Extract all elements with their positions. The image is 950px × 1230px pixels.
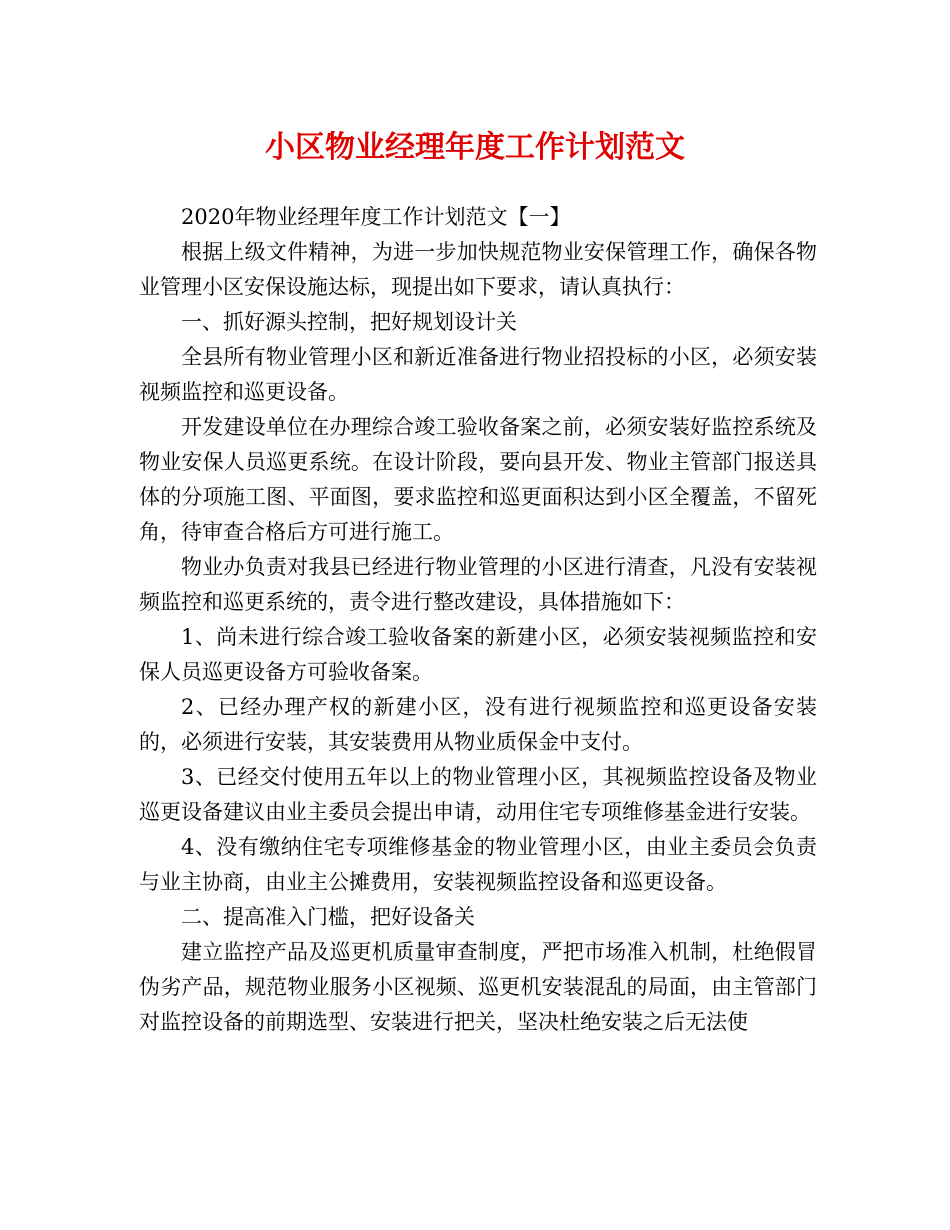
paragraph: 建立监控产品及巡更机质量审查制度，严把市场准入机制，杜绝假冒伪劣产品，规范物业服务小区视频、巡更机安装混乱的局面，由主管部门对监控设备的前期选型、安装进行把关，坚决杜绝安装之后无法使 (139, 940, 817, 1034)
section-heading: 一、抓好源头控制，把好规划设计关 (181, 310, 517, 334)
list-item: 4、没有缴纳住宅专项维修基金的物业管理小区，由业主委员会负责与业主协商，由业主公摊费用，安装视频监控设备和巡更设备。 (139, 835, 817, 894)
paragraph: 开发建设单位在办理综合竣工验收备案之前，必须安装好监控系统及物业安保人员巡更系统。在设计阶段，要向县开发、物业主管部门报送具体的分项施工图、平面图，要求监控和巡更面积达到小区全覆盖，不留死角，待审查合格后方可进行施工。 (139, 415, 817, 544)
document-body (139, 200, 817, 1040)
list-item: 2、已经办理产权的新建小区，没有进行视频监控和巡更设备安装的，必须进行安装，其安装费用从物业质保金中支付。 (139, 695, 817, 754)
paragraph: 根据上级文件精神，为进一步加快规范物业安保管理工作，确保各物业管理小区安保设施达标，现提出如下要求，请认真执行： (139, 240, 817, 299)
paragraph-subtitle: 2020年物业经理年度工作计划范文【一】 (181, 205, 571, 229)
section-heading: 二、提高准入门槛，把好设备关 (181, 905, 475, 929)
document-title: 小区物业经理年度工作计划范文 (265, 130, 685, 165)
paragraph: 全县所有物业管理小区和新近准备进行物业招投标的小区，必须安装视频监控和巡更设备。 (139, 345, 817, 404)
list-item: 3、已经交付使用五年以上的物业管理小区，其视频监控设备及物业巡更设备建议由业主委员会提出申请，动用住宅专项维修基金进行安装。 (139, 765, 817, 824)
list-item: 1、尚未进行综合竣工验收备案的新建小区，必须安装视频监控和安保人员巡更设备方可验收备案。 (139, 625, 817, 684)
paragraph: 物业办负责对我县已经进行物业管理的小区进行清查，凡没有安装视频监控和巡更系统的，责令进行整改建设，具体措施如下： (139, 555, 817, 614)
